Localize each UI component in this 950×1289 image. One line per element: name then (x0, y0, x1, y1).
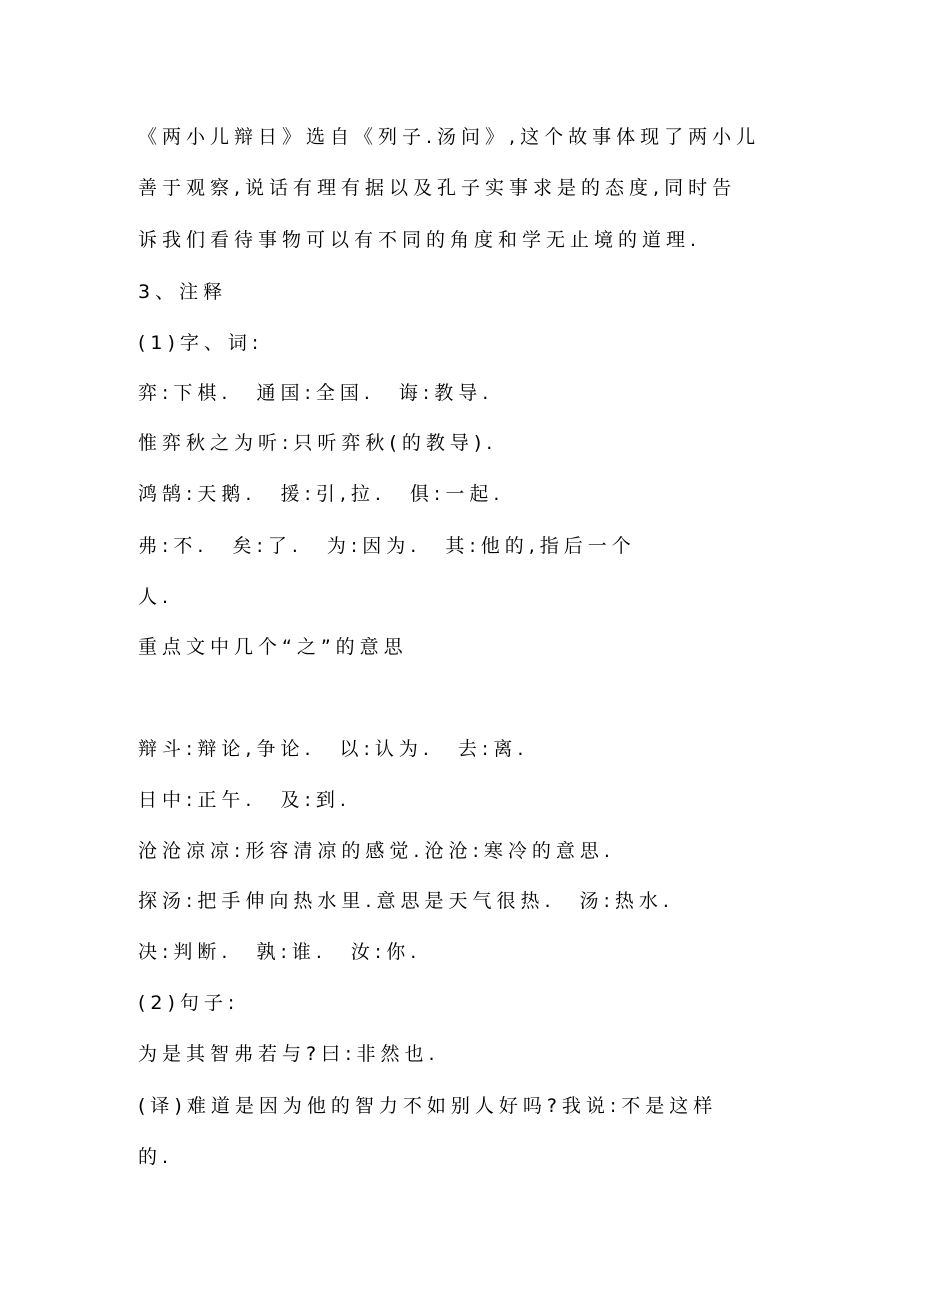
gloss-line: 沧沧凉凉:形容清凉的感觉.沧沧:寒冷的意思. (138, 840, 615, 862)
translation-line: 的. (138, 1146, 174, 1168)
gloss-line: 人. (138, 586, 174, 608)
translation-line: (译)难道是因为他的智力不如别人好吗?我说:不是这样 (138, 1095, 718, 1117)
subheading-words: (1)字、词: (138, 332, 264, 354)
section-heading-notes: 3、注释 (138, 281, 228, 303)
gloss-line: 惟弈秋之为听:只听弈秋(的教导). (138, 432, 498, 454)
sentence-line: 为是其智弗若与?曰:非然也. (138, 1043, 440, 1065)
subheading-sentences: (2)句子: (138, 992, 240, 1014)
gloss-line: 日中:正午. 及:到. (138, 789, 351, 811)
text-line-intro-3: 诉我们看待事物可以有不同的角度和学无止境的道理. (138, 229, 702, 251)
gloss-line: 辩斗:辩论,争论. 以:认为. 去:离. (138, 738, 529, 760)
gloss-line: 弗:不. 矣:了. 为:因为. 其:他的,指后一个 (138, 535, 636, 557)
text-line-intro-2: 善于观察,说话有理有据以及孔子实事求是的态度,同时告 (138, 177, 737, 199)
gloss-line: 决:判断. 孰:谁. 汝:你. (138, 941, 422, 963)
gloss-line: 探汤:把手伸向热水里.意思是天气很热. 汤:热水. (138, 890, 674, 912)
key-point-line: 重点文中几个“之”的意思 (138, 636, 408, 658)
gloss-line: 弈:下棋. 通国:全国. 诲:教导. (138, 382, 494, 404)
gloss-line: 鸿鹄:天鹅. 援:引,拉. 俱:一起. (138, 483, 505, 505)
text-line-intro-1: 《两小儿辩日》选自《列子.汤问》,这个故事体现了两小儿 (138, 126, 761, 148)
